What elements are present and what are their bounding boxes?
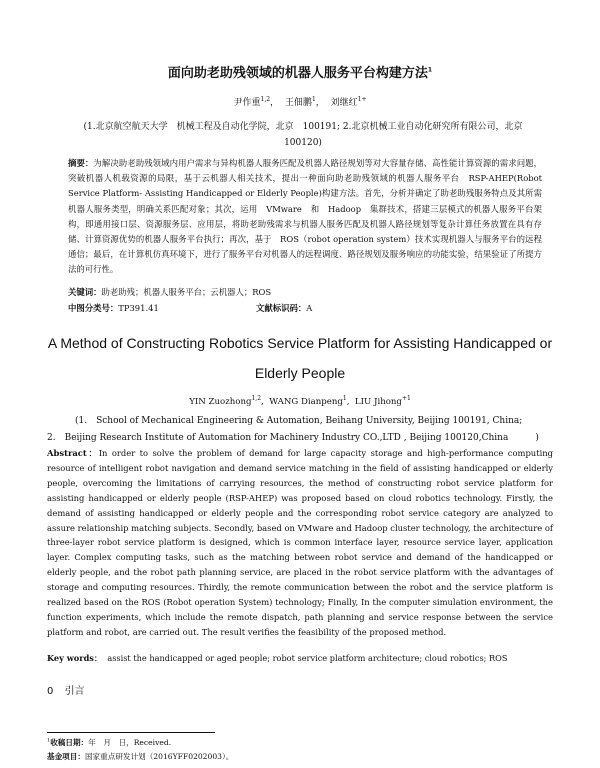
- author-name: YIN Zuozhong: [189, 396, 252, 407]
- author-name: WANG Dianpeng: [269, 396, 343, 407]
- english-affiliation-1: (1. School of Mechanical Engineering & Automation, Beihang University, Beijing 100191, China;: [75, 416, 523, 426]
- author-name: 尹作重: [233, 98, 261, 108]
- classification-line: 中图分类号：TP391.41 文献标识码：A: [68, 303, 313, 313]
- section-heading: 0 引言: [47, 686, 85, 697]
- chinese-title: 面向助老助残领域的机器人服务平台构建方法$^1$: [167, 66, 433, 81]
- class-number: TP391.41: [118, 303, 159, 313]
- english-authors: YIN Zuozhong$^{1,2}$, WANG Dianpeng$^1$, LIU Jihong$^{+1}$: [189, 395, 411, 407]
- author-name: LIU Jihong: [354, 396, 402, 407]
- footnote-divider: [47, 732, 215, 733]
- english-affiliation-2: 2. Beijing Research Institute of Automation for Machinery Industry CO.,LTD , Beijing 100120,China ): [47, 433, 539, 443]
- english-keywords: Key words： assist the handicapped or aged people; robot service platform architecture; cloud robotics; ROS: [47, 653, 508, 663]
- chinese-affiliation: (1.北京航空航天大学 机械工程及自动化学院，北京 100191; 2.北京机械工业自动化研究所有限公司，北京 100120): [83, 122, 532, 148]
- author-name: 刘继红: [330, 98, 358, 108]
- author-name: 王佃鹏: [284, 98, 312, 108]
- footnote-fund: 基金项目：国家重点研发计划（2016YFF0202003）。: [47, 752, 234, 761]
- chinese-keywords: 关键词：助老助残；机器人服务平台；云机器人；ROS: [68, 287, 272, 297]
- chinese-authors: 尹作重$^{1,2}$， 王佃鹏$^1$， 刘继红$^{1+}$: [233, 96, 367, 108]
- footnote-received: $^1$收稿日期：年 月 日，Received.: [47, 737, 172, 747]
- document-code: A: [306, 303, 313, 313]
- english-title: A Method of Constructing Robotics Service Platform for Assisting Handicapped or Elderly People: [47, 335, 553, 381]
- chinese-abstract: 摘要：为解决助老助残领域内用户需求与异构机器人服务匹配及机器人路径规划等对大容量存储、高性能计算资源的需求问题，突破机器人机载资源的局限，基于云机器人相关技术，提出一种面向助老助残领域的机器人服务平台 RSP-AHEP(Robot Service Platform- Assisting Handicapped or Elderly People)构建方法。首先，分析并确定了助老助残服务特点及其所需机器人服务类型，明确关系匹配对象；其次，运用 VMware 和 Hadoop 集群技术，搭建三层模式的机器人服务平台架构，即通用接口层、资源服务层、应用层，将助老助残需求与机器人服务匹配及机器人路径规划等复杂计算任务放置在具有存储、计算资源优势的机器人服务平台执行；再次，基于 ROS（robot operation system）技术实现机器人与服务平台的远程通信；最后，在计算机仿真环境下，进行了服务平台对机器人的远程调度、路径规划及服务响应的功能实验，结果验证了所提方法的可行性。: [68, 158, 543, 275]
- english-abstract: Abstract：In order to solve the problem of demand for large capacity storage and high-performance computing resource of intelligent robot navigation and demand service matching in the field of assisting handicapped or elderly people, overcoming the limitations of carrying resources, the method of constructing robot service platform for assisting handicapped or elderly people (RSP-AHEP) was proposed based on cloud robotics technology. Firstly, the demand of assisting handicapped or elderly people and the corresponding robot service category are analyzed to assure relationship matching subjects. Secondly, based on VMware and Hadoop cluster technology, the architecture of three-layer robot service platform is designed, which is common interface layer, resource service layer, application layer. Complex computing tasks, such as the matching between robot service and demand of the handicapped or elderly people, and the robot path planning service, are placed in the robot service platform with the advantages of storage and computing resources. Thirdly, the remote communication between the robot and the service platform is realized based on the ROS (Robot operation System) technology; Finally, In the computer simulation environment, the function experiments, which include the remote dispatch, path planning and service response between the service platform and robot, are carried out. The result verifies the feasibility of the proposed method.: [47, 448, 553, 637]
